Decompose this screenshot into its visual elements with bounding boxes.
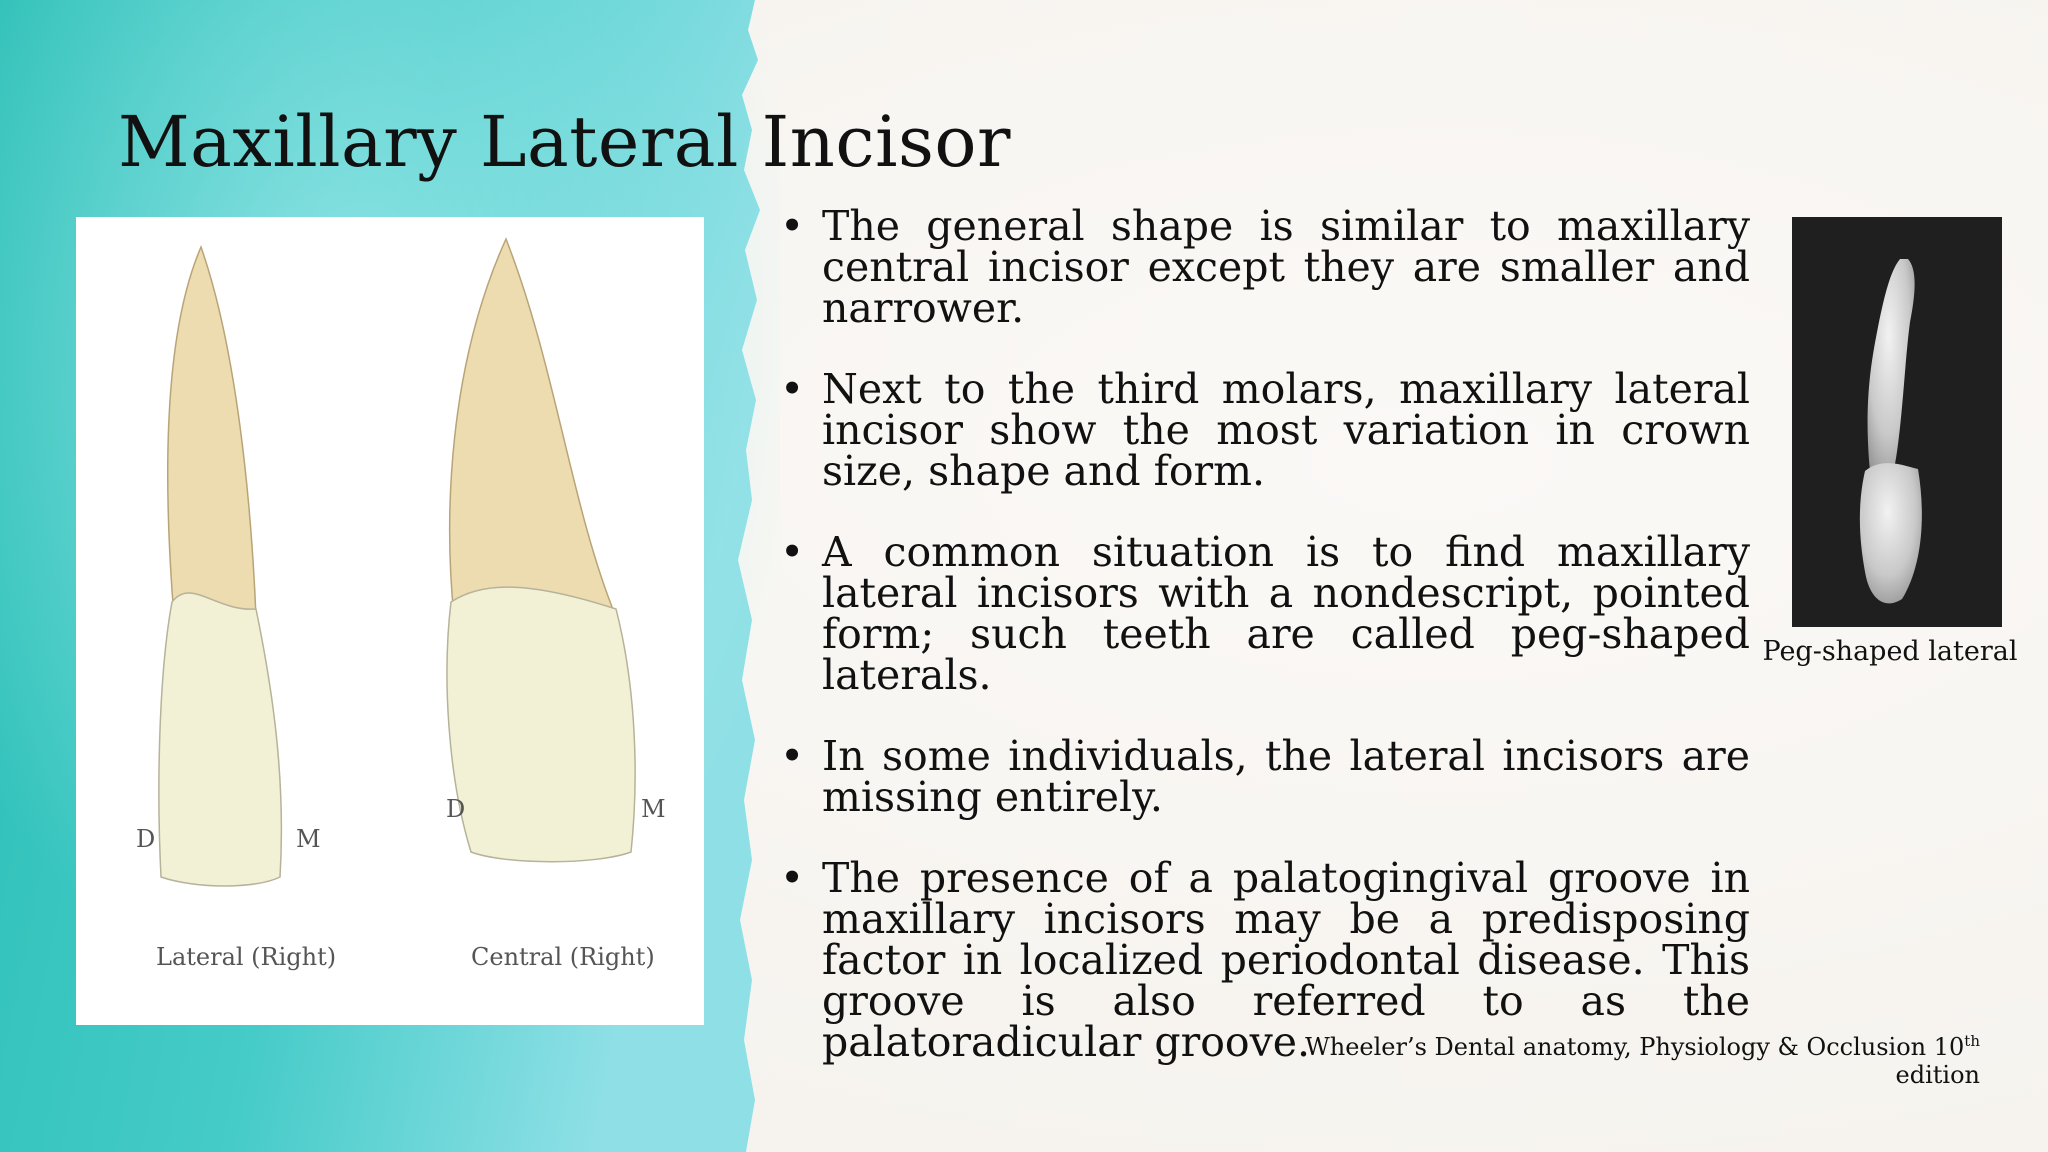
lateral-mesial-label: M (296, 825, 321, 853)
source-citation (1240, 1032, 1980, 1089)
citation-text: Wheeler’s Dental anatomy, Physiology & Occlusion 10 (1305, 1033, 1965, 1061)
central-caption: Central (Right) (471, 943, 655, 971)
bullet-item: • Next to the third molars, maxillary lateral incisor show the most variation in crown size, shape and form. (780, 369, 1750, 492)
central-mesial-label: M (641, 795, 666, 823)
photo-caption: Peg-shaped lateral (1762, 636, 2018, 667)
peg-tooth-crown (1860, 463, 1922, 603)
lateral-incisor-drawing (136, 247, 336, 971)
citation-superscript: th (1964, 1032, 1980, 1050)
central-root (450, 239, 616, 617)
peg-shaped-lateral-photo (1792, 217, 2002, 627)
incisor-diagram (76, 217, 704, 1025)
bullet-item: • In some individuals, the lateral incisors are missing entirely. (780, 736, 1750, 818)
lateral-distal-label: D (136, 825, 156, 853)
bullet-item: • The general shape is similar to maxillary central incisor except they are smaller and narrower. (780, 206, 1750, 329)
citation-suffix: edition (1895, 1061, 1980, 1089)
bullet-item: • A common situation is to find maxillary lateral incisors with a nondescript, pointed form; such teeth are called peg-shaped laterals. (780, 532, 1750, 696)
peg-tooth-root (1868, 259, 1915, 479)
bullet-item: • The presence of a palatogingival groove in maxillary incisors may be a predisposing factor in localized periodontal disease. This groove is also referred to as the palatoradicular groove. (780, 858, 1750, 1063)
lateral-caption: Lateral (Right) (156, 943, 337, 971)
central-incisor-drawing (446, 239, 666, 971)
bullet-list (780, 202, 1750, 1103)
central-crown (447, 587, 635, 862)
lateral-root (168, 247, 256, 617)
slide-title: Maxillary Lateral Incisor (118, 101, 1012, 183)
central-distal-label: D (446, 795, 466, 823)
lateral-crown (159, 593, 282, 886)
